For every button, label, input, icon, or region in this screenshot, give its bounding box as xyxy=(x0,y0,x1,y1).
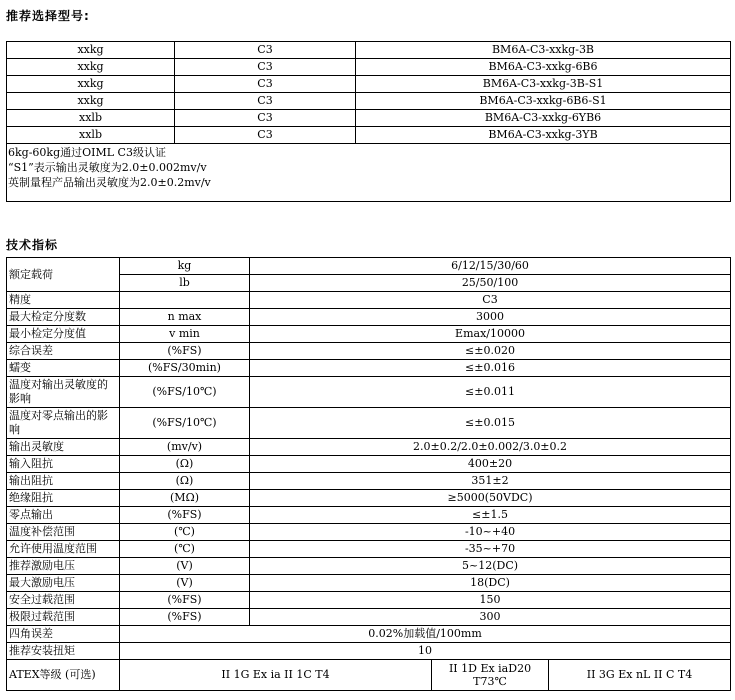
model-capacity: xxkg xyxy=(7,42,175,59)
model-capacity: xxkg xyxy=(7,93,175,110)
spec-unit xyxy=(120,292,250,309)
model-accuracy-class: C3 xyxy=(175,59,356,76)
spec-row xyxy=(7,377,731,408)
spec-value: ≤±1.5 xyxy=(250,507,731,524)
spec-value: 150 xyxy=(250,592,731,609)
model-row xyxy=(7,42,731,59)
atex-value-2-line2: T73℃ xyxy=(473,675,507,688)
atex-label: ATEX等级 (可选) xyxy=(7,660,120,691)
model-row xyxy=(7,127,731,144)
atex-value-3: II 3G Ex nL II C T4 xyxy=(549,660,731,691)
spec-label: 安全过载范围 xyxy=(7,592,120,609)
spec-unit: (%FS/10℃) xyxy=(120,408,250,439)
rated-load-unit-lb: lb xyxy=(120,275,250,292)
spec-row xyxy=(7,473,731,490)
spec-row xyxy=(7,575,731,592)
spec-label: 温度对零点输出的影响 xyxy=(7,408,120,439)
spec-row xyxy=(7,524,731,541)
model-number: BM6A-C3-xxkg-3B-S1 xyxy=(356,76,731,93)
rated-load-unit-kg: kg xyxy=(120,258,250,275)
spec-label: 极限过载范围 xyxy=(7,609,120,626)
spec-value: 3000 xyxy=(250,309,731,326)
model-number: BM6A-C3-xxkg-3YB xyxy=(356,127,731,144)
atex-value-2-line1: II 1D Ex iaD20 xyxy=(448,662,532,675)
models-table xyxy=(6,41,731,202)
spec-row xyxy=(7,558,731,575)
spec-row xyxy=(7,408,731,439)
model-accuracy-class: C3 xyxy=(175,42,356,59)
spec-row xyxy=(7,309,731,326)
spec-value: 351±2 xyxy=(250,473,731,490)
model-accuracy-class: C3 xyxy=(175,93,356,110)
spec-value: ≤±0.011 xyxy=(250,377,731,408)
spec-value: ≤±0.015 xyxy=(250,408,731,439)
model-capacity: xxkg xyxy=(7,76,175,93)
torque-label: 推荐安装扭矩 xyxy=(7,643,120,660)
spec-value: 2.0±0.2/2.0±0.002/3.0±0.2 xyxy=(250,439,731,456)
model-notes xyxy=(7,144,731,202)
spec-label: 精度 xyxy=(7,292,120,309)
model-accuracy-class: C3 xyxy=(175,127,356,144)
spec-value: 18(DC) xyxy=(250,575,731,592)
spec-unit: (%FS/30min) xyxy=(120,360,250,377)
model-note-line: “S1”表示输出灵敏度为2.0±0.002mv/v xyxy=(8,161,207,174)
spec-value: Emax/10000 xyxy=(250,326,731,343)
spec-row xyxy=(7,292,731,309)
spec-label: 综合误差 xyxy=(7,343,120,360)
model-note-line: 6kg-60kg通过OIML C3级认证 xyxy=(8,146,166,159)
spec-unit: (%FS) xyxy=(120,343,250,360)
spec-unit: (MΩ) xyxy=(120,490,250,507)
spec-unit: (℃) xyxy=(120,541,250,558)
spec-label: 蠕变 xyxy=(7,360,120,377)
spec-label: 最大检定分度数 xyxy=(7,309,120,326)
spec-row xyxy=(7,439,731,456)
spec-unit: (℃) xyxy=(120,524,250,541)
corner-error-label: 四角误差 xyxy=(7,626,120,643)
spec-value: 5~12(DC) xyxy=(250,558,731,575)
spec-label: 最小检定分度值 xyxy=(7,326,120,343)
model-accuracy-class: C3 xyxy=(175,76,356,93)
spec-label: 推荐激励电压 xyxy=(7,558,120,575)
rated-load-label: 额定载荷 xyxy=(7,258,120,292)
spec-row xyxy=(7,326,731,343)
spec-row xyxy=(7,490,731,507)
model-capacity: xxlb xyxy=(7,127,175,144)
model-capacity: xxkg xyxy=(7,59,175,76)
spec-row xyxy=(7,507,731,524)
spec-value: 300 xyxy=(250,609,731,626)
specs-table xyxy=(6,257,731,691)
model-number: BM6A-C3-xxkg-6B6-S1 xyxy=(356,93,731,110)
spec-value: ≤±0.020 xyxy=(250,343,731,360)
torque-value: 10 xyxy=(120,643,731,660)
spec-unit: (V) xyxy=(120,575,250,592)
model-note-line: 英制量程产品输出灵敏度为2.0±0.2mv/v xyxy=(8,176,211,189)
spec-row xyxy=(7,592,731,609)
spec-row xyxy=(7,360,731,377)
spec-unit: (Ω) xyxy=(120,456,250,473)
spec-value: -10~+40 xyxy=(250,524,731,541)
spec-unit: (%FS/10℃) xyxy=(120,377,250,408)
section-title-recommended-models: 推荐选择型号: xyxy=(6,9,90,23)
spec-value: ≥5000(50VDC) xyxy=(250,490,731,507)
model-row xyxy=(7,76,731,93)
spec-unit: (Ω) xyxy=(120,473,250,490)
spec-unit: v min xyxy=(120,326,250,343)
spec-label: 输出灵敏度 xyxy=(7,439,120,456)
rated-load-value-lb: 25/50/100 xyxy=(250,275,731,292)
model-row xyxy=(7,93,731,110)
model-row xyxy=(7,59,731,76)
spec-unit: (%FS) xyxy=(120,609,250,626)
spec-row xyxy=(7,343,731,360)
spec-label: 绝缘阻抗 xyxy=(7,490,120,507)
spec-label: 允许使用温度范围 xyxy=(7,541,120,558)
model-capacity: xxlb xyxy=(7,110,175,127)
model-number: BM6A-C3-xxkg-6B6 xyxy=(356,59,731,76)
spec-row xyxy=(7,456,731,473)
rated-load-value-kg: 6/12/15/30/60 xyxy=(250,258,731,275)
spec-unit: (V) xyxy=(120,558,250,575)
model-number: BM6A-C3-xxkg-6YB6 xyxy=(356,110,731,127)
spec-value: C3 xyxy=(250,292,731,309)
section-title-specifications: 技术指标 xyxy=(6,238,59,252)
atex-value-1: II 1G Ex ia II 1C T4 xyxy=(120,660,432,691)
spec-label: 温度补偿范围 xyxy=(7,524,120,541)
spec-row xyxy=(7,609,731,626)
model-number: BM6A-C3-xxkg-3B xyxy=(356,42,731,59)
model-row xyxy=(7,110,731,127)
corner-error-value: 0.02%加载值/100mm xyxy=(120,626,731,643)
model-accuracy-class: C3 xyxy=(175,110,356,127)
spec-unit: (%FS) xyxy=(120,592,250,609)
atex-value-2 xyxy=(432,660,549,691)
spec-unit: n max xyxy=(120,309,250,326)
spec-unit: (mv/v) xyxy=(120,439,250,456)
spec-unit: (%FS) xyxy=(120,507,250,524)
spec-value: ≤±0.016 xyxy=(250,360,731,377)
spec-label: 最大激励电压 xyxy=(7,575,120,592)
spec-value: 400±20 xyxy=(250,456,731,473)
spec-label: 输入阻抗 xyxy=(7,456,120,473)
spec-row xyxy=(7,541,731,558)
spec-label: 温度对输出灵敏度的影响 xyxy=(7,377,120,408)
spec-value: -35~+70 xyxy=(250,541,731,558)
spec-label: 输出阻抗 xyxy=(7,473,120,490)
spec-label: 零点输出 xyxy=(7,507,120,524)
